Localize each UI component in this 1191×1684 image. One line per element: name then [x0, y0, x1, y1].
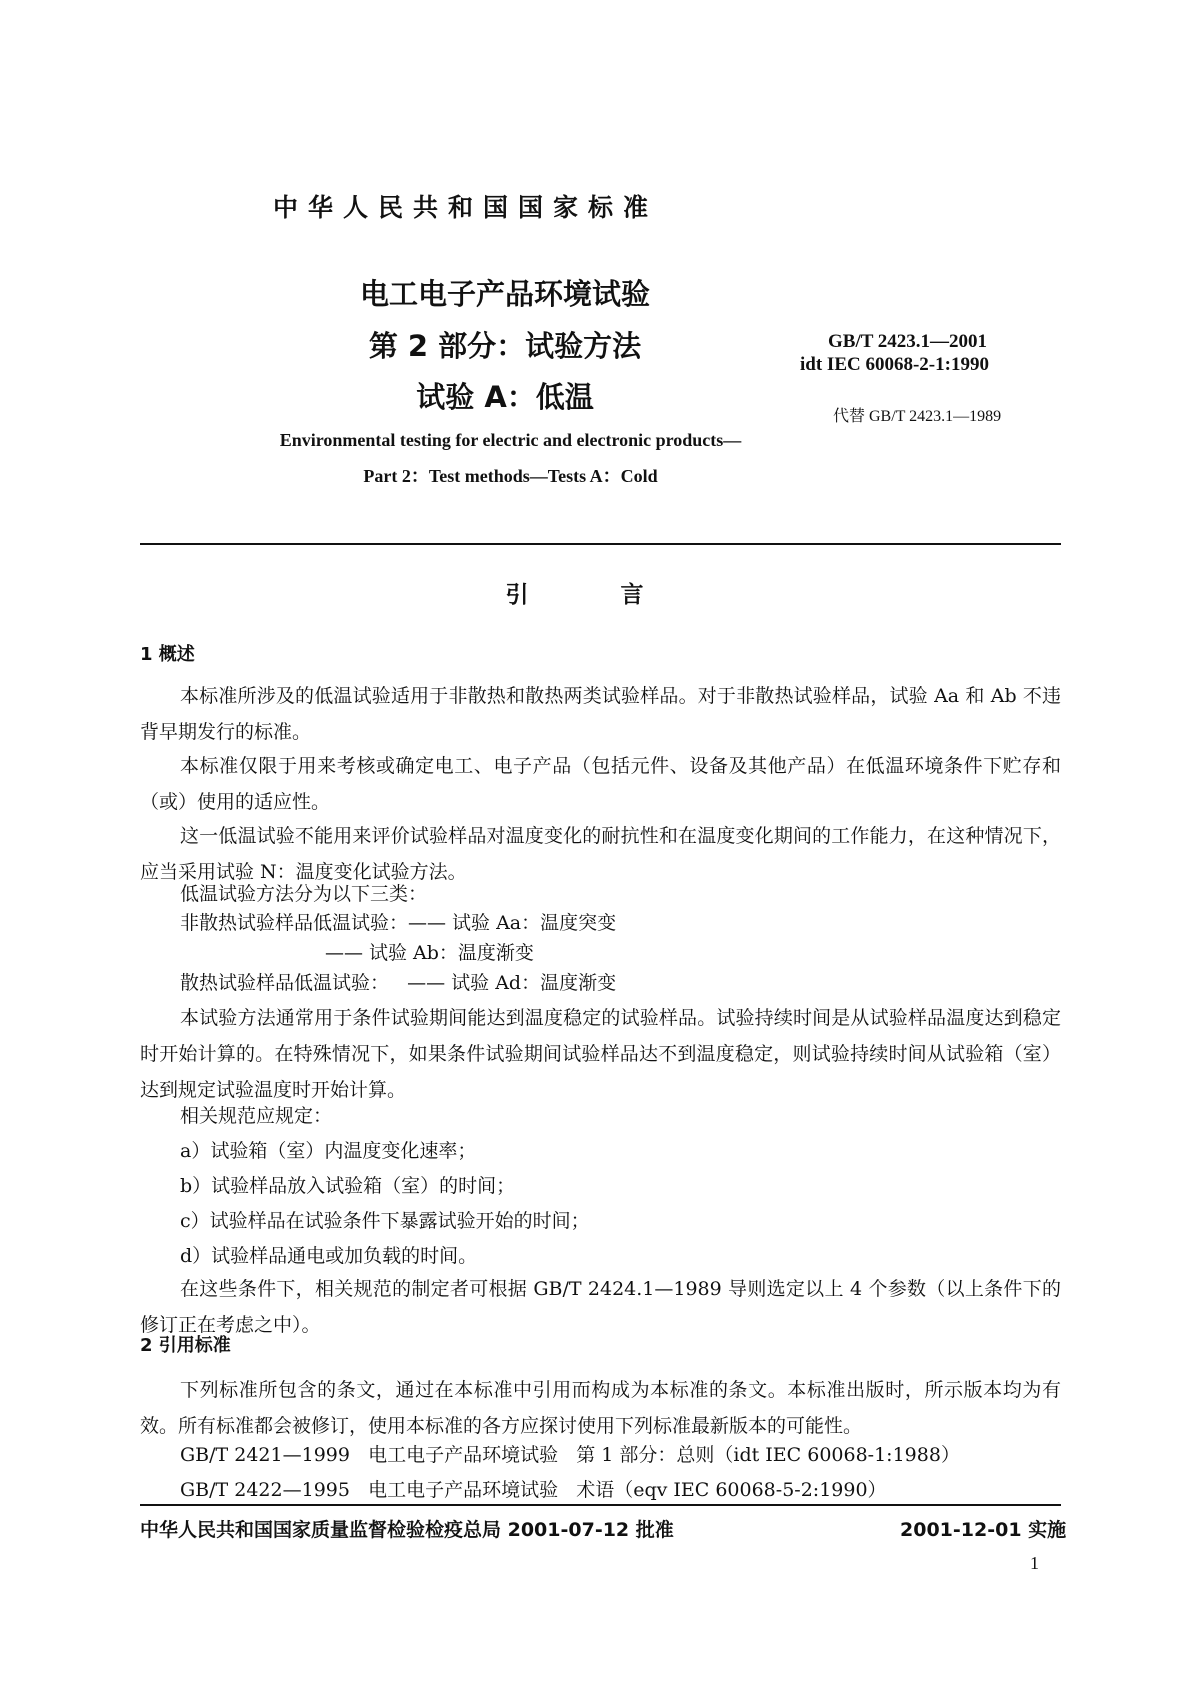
section-1-paragraph-1: 本标准所涉及的低温试验适用于非散热和散热两类试验样品。对于非散热试验样品，试验 Aa 和 Ab 不违背早期发行的标准。 [140, 685, 1061, 743]
document-title-line-2: 第 2 部分：试验方法 [368, 329, 642, 363]
replaces-code: 代替 GB/T 2423.1—1989 [833, 408, 1002, 425]
spec-item-b: b）试验样品放入试验箱（室）的时间； [180, 1175, 516, 1197]
document-header: 中华人民共和国国家标准 [272, 193, 658, 222]
bottom-divider [140, 1504, 1061, 1506]
document-title-line-1: 电工电子产品环境试验 [359, 277, 650, 311]
section-2-paragraph-1: 下列标准所包含的条文，通过在本标准中引用而构成为本标准的条文。本标准出版时，所示版本均为有效。所有标准都会被修订，使用本标准的各方应探讨使用下列标准最新版本的可能性。 [140, 1379, 1061, 1437]
reference-2: GB/T 2422—1995 电工电子产品环境试验 术语（eqv IEC 60068-5-2:1990） [180, 1479, 887, 1501]
english-title-line-2: Part 2：Test methods—Tests A：Cold [363, 466, 658, 486]
english-title-line-1: Environmental testing for electric and electronic products— [279, 430, 742, 450]
test-category-3: 散热试验样品低温试验： —— 试验 Ad：温度渐变 [180, 972, 617, 994]
section-1-paragraph-4: 低温试验方法分为以下三类： [180, 883, 428, 905]
page-number: 1 [1030, 1553, 1039, 1573]
spec-item-d: d）试验样品通电或加负载的时间。 [180, 1245, 478, 1267]
section-1-paragraph-2: 本标准仅限于用来考核或确定电工、电子产品（包括元件、设备及其他产品）在低温环境条件下贮存和（或）使用的适应性。 [140, 755, 1061, 813]
section-1-paragraph-5: 本试验方法通常用于条件试验期间能达到温度稳定的试验样品。试验持续时间是从试验样品温度达到稳定时开始计算的。在特殊情况下，如果条件试验期间试验样品达不到温度稳定，则试验持续时间从试验箱（室）达到规定试验温度时开始计算。 [140, 1007, 1061, 1101]
reference-1: GB/T 2421—1999 电工电子产品环境试验 第 1 部分：总则（idt IEC 60068-1:1988） [180, 1444, 960, 1466]
test-category-2: —— 试验 Ab：温度渐变 [180, 942, 534, 964]
approval-info: 中华人民共和国国家质量监督检验检疫总局 2001-07-12 批准 [140, 1519, 674, 1541]
implementation-date: 2001-12-01 实施 [900, 1519, 1067, 1541]
section-2-heading: 2 引用标准 [140, 1335, 231, 1356]
idt-code: idt IEC 60068-2-1:1990 [800, 354, 989, 375]
top-divider [140, 543, 1061, 545]
document-title-line-3: 试验 A：低温 [416, 380, 594, 414]
section-1-paragraph-7: 在这些条件下，相关规范的制定者可根据 GB/T 2424.1—1989 导则选定以上 4 个参数（以上条件下的修订正在考虑之中）。 [140, 1278, 1061, 1336]
introduction-heading: 引 言 [505, 582, 686, 608]
section-1-heading: 1 概述 [140, 644, 195, 665]
spec-item-a: a）试验箱（室）内温度变化速率； [180, 1140, 477, 1162]
section-1-paragraph-6: 相关规范应规定： [180, 1105, 333, 1127]
section-1-paragraph-3: 这一低温试验不能用来评价试验样品对温度变化的耐抗性和在温度变化期间的工作能力，在这种情况下，应当采用试验 N：温度变化试验方法。 [140, 825, 1061, 883]
standard-code: GB/T 2423.1—2001 [828, 331, 988, 352]
test-category-1: 非散热试验样品低温试验：—— 试验 Aa：温度突变 [180, 912, 617, 934]
spec-item-c: c）试验样品在试验条件下暴露试验开始的时间； [180, 1210, 590, 1232]
